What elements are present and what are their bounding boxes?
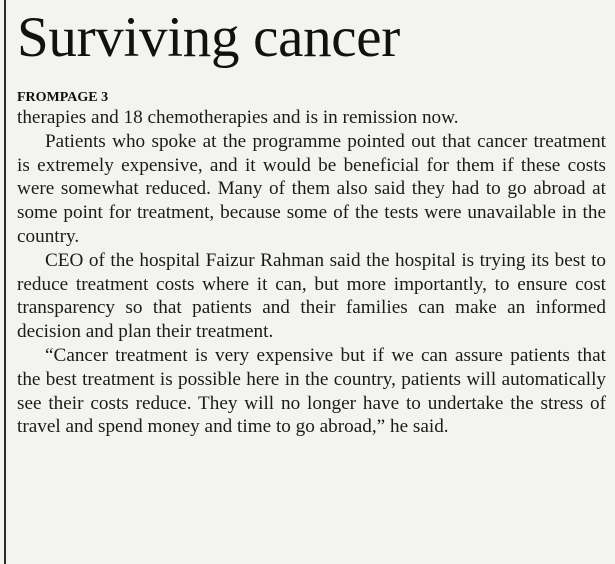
paragraph-ceo-statement: CEO of the hospital Faizur Rahman said the hospital is trying its best to reduce treatment costs where it can, but more importantly, to ensure cost transparency so that patients and their families can make an informed decision and plan their treatment.: [17, 249, 606, 343]
paragraph-quote: “Cancer treatment is very expensive but if we can assure patients that the best treatment is possible here in the country, patients will automatically see their costs reduce. They will no longer have to undertake the stress of travel and spend money and time to go abroad,” he said.: [17, 344, 606, 438]
column-divider: [4, 0, 6, 564]
paragraph-continuation: therapies and 18 chemotherapies and is in remission now.: [17, 107, 459, 128]
headline: Surviving cancer: [17, 6, 400, 69]
jump-line: FROMPAGE 3: [17, 90, 109, 105]
newspaper-clipping: [17, 0, 609, 564]
paragraph-patients-costs: Patients who spoke at the programme pointed out that cancer treatment is extremely expensive, and it would be beneficial for them if these costs were somewhat reduced. Many of them also said they had to go abroad at some point for treatment, because some of the tests were unavailable in the country.: [17, 130, 606, 247]
article-body: [17, 106, 606, 439]
